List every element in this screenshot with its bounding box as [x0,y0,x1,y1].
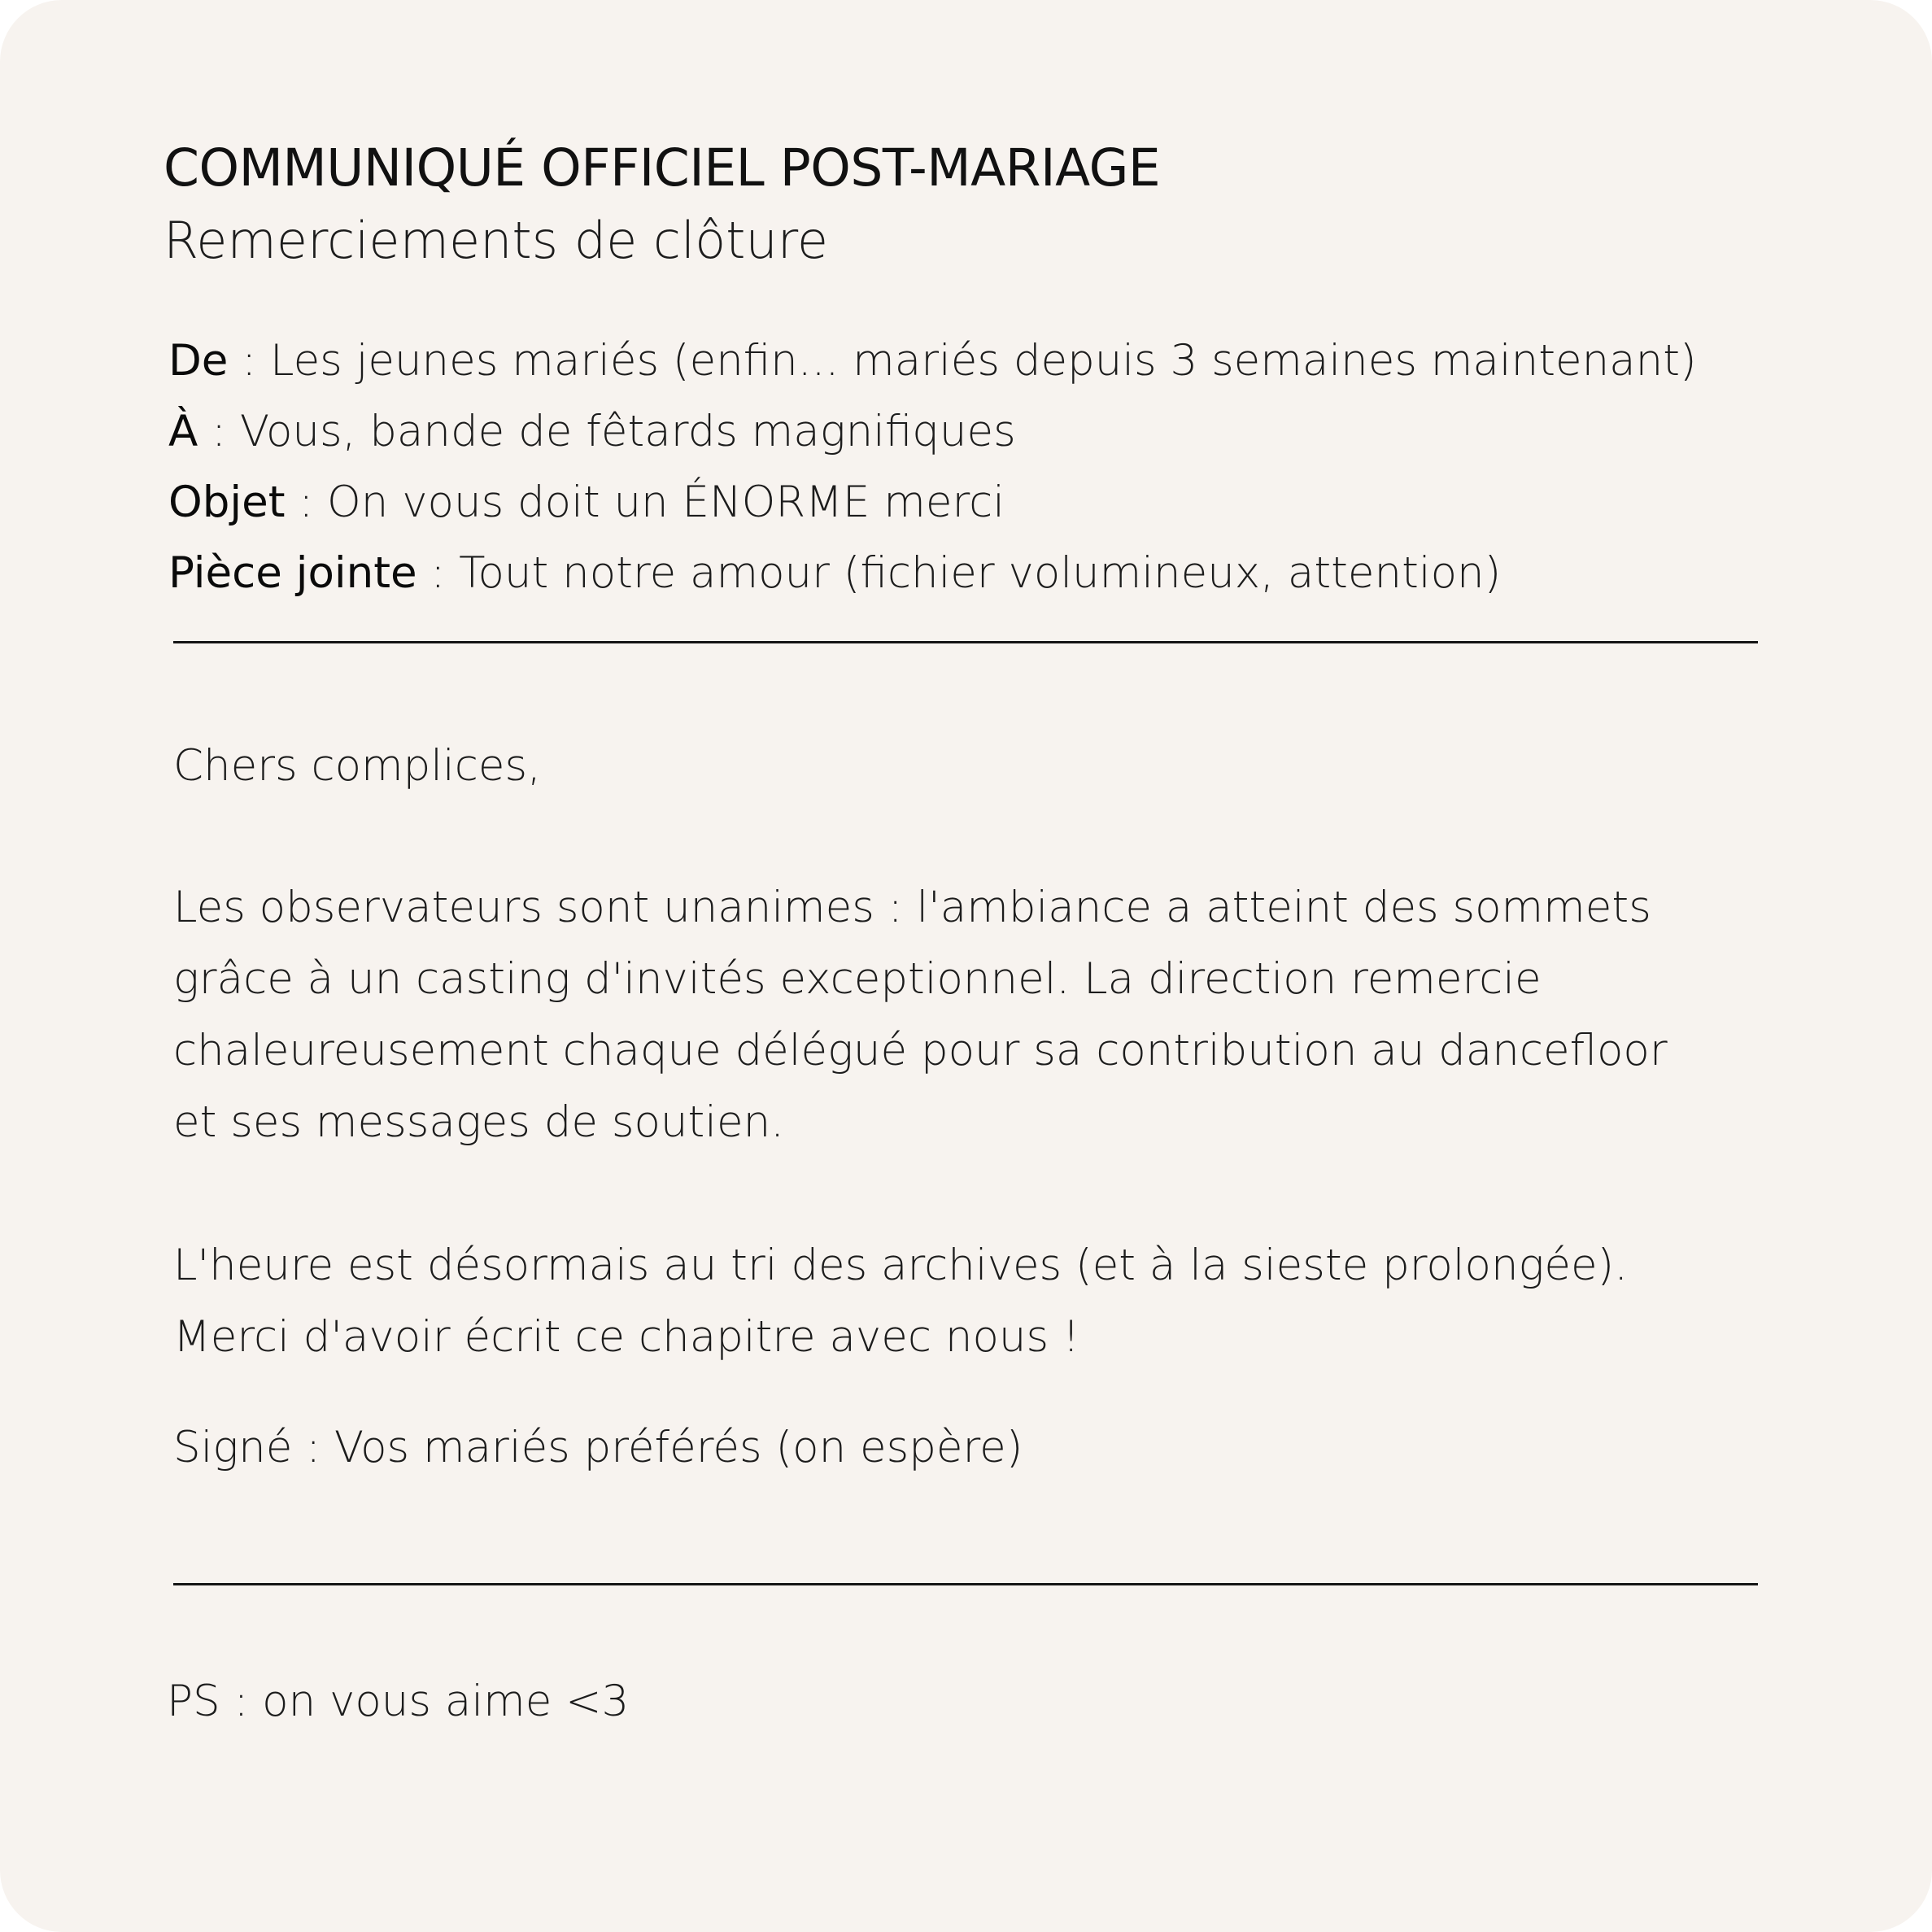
field-from-label: De [168,336,229,386]
paragraph-closing [173,1230,1628,1373]
field-from-value: : Les jeunes mariés (enfin... mariés depuis 3 semaines maintenant) [228,336,1697,386]
field-to-label: À [168,407,198,456]
field-subject-label: Objet [168,478,286,527]
paragraph-line: chaleureusement chaque délégué pour sa contribution au dancefloor [173,1026,1668,1075]
document-title: COMMUNIQUÉ OFFICIEL POST-MARIAGE [164,138,1161,198]
field-from [168,325,1697,396]
divider-top [173,641,1758,643]
field-attachment-label: Pièce jointe [168,548,417,598]
field-attachment [168,538,1697,608]
field-to [168,396,1697,467]
header-fields [168,325,1697,608]
field-to-value: : Vous, bande de fêtards magnifiques [198,407,1016,456]
field-subject [168,467,1697,538]
field-attachment-value: : Tout notre amour (fichier volumineux, attention) [416,548,1502,598]
paragraph-line: Les observateurs sont unanimes : l'ambiance a atteint des sommets [173,883,1651,932]
paragraph-thanks [173,872,1668,1158]
signature: Signé : Vos mariés préférés (on espère) [173,1423,1023,1472]
divider-bottom [173,1583,1758,1585]
greeting: Chers complices, [173,741,541,791]
field-subject-value: : On vous doit un ÉNORME merci [285,478,1005,527]
paragraph-line: Merci d'avoir écrit ce chapitre avec nous ! [173,1312,1080,1362]
document-subtitle: Remerciements de clôture [164,211,829,270]
paragraph-line: et ses messages de soutien. [173,1097,785,1147]
postscript: PS : on vous aime <3 [167,1677,630,1726]
paragraph-line: L'heure est désormais au tri des archives (et à la sieste prolongée). [173,1241,1629,1290]
paragraph-line: grâce à un casting d'invités exceptionnel. La direction remercie [173,954,1542,1004]
